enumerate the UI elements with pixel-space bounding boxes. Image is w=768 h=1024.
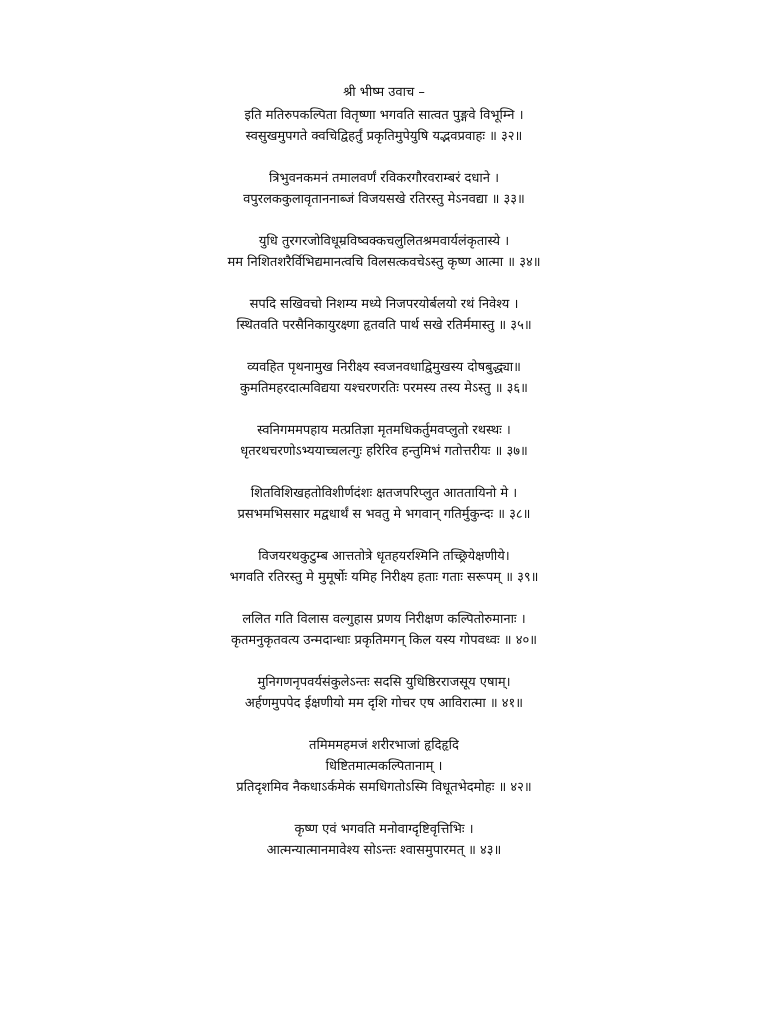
section-heading: श्री भीष्म उवाच – [343, 85, 425, 100]
verse-line: स्वनिगममपहाय मत्प्रतिज्ञा मृतमधिकर्तुमवप्लुतो रथस्थः । [257, 423, 511, 438]
verse-line: इति मतिरुपकल्पिता वितृष्णा भगवति सात्वत पुङ्गवे विभूम्नि । [244, 108, 524, 123]
verse-line: धिष्टितमात्मकल्पितानाम् । [325, 759, 443, 774]
verse-line: वपुरलककुलावृताननाब्जं विजयसखे रतिरस्तु मेऽनवद्या ॥ ३३॥ [243, 192, 525, 207]
verse-line: स्थितवति परसैनिकायुरक्ष्णा हृतवति पार्थ सखे रतिर्ममास्तु ॥ ३५॥ [236, 318, 532, 333]
verse-37 [0, 420, 768, 462]
verse-line: कृतमनुकृतवत्य उन्मदान्धाः प्रकृतिमगन् किल यस्य गोपवध्वः ॥ ४०॥ [230, 633, 538, 648]
verse-43 [0, 819, 768, 861]
verse-line: युधि तुरगरजोविधूम्रविष्वक्कचलुलितश्रमवार्यलंकृतास्ये । [258, 234, 510, 249]
verse-line: अर्हणमुपपेद ईक्षणीयो मम दृशि गोचर एष आविरात्मा ॥ ४१॥ [244, 696, 524, 711]
verse-36 [0, 357, 768, 399]
verse-line: प्रतिदृशमिव नैकधाऽर्कमेकं समधिगतोऽस्मि विधूतभेदमोहः ॥ ४२॥ [236, 780, 532, 795]
verse-42 [0, 735, 768, 798]
verse-line: धृतरथचरणोऽभ्ययाच्चलत्गुः हरिरिव हन्तुमिभं गतोत्तरीयः ॥ ३७॥ [240, 444, 528, 459]
verse-line: तमिममहमजं शरीरभाजां हृदिहृदि [309, 738, 459, 753]
verse-line: सपदि सखिवचो निशम्य मध्ये निजपरयोर्बलयो रथं निवेश्य । [249, 297, 519, 312]
verse-line: विजयरथकुटुम्ब आत्ततोत्रे धृतहयरश्मिनि तच्छ्रियेक्षणीये। [258, 549, 510, 564]
verse-41 [0, 672, 768, 714]
verse-33 [0, 168, 768, 210]
verse-line: त्रिभुवनकमनं तमालवर्णं रविकरगौरवराम्बरं दधाने । [268, 171, 500, 186]
verse-line: भगवति रतिरस्तु मे मुमूर्षोः यमिह निरीक्ष्य हताः गताः सरूपम् ॥ ३९॥ [229, 570, 539, 585]
verse-line: आत्मन्यात्मानमावेश्य सोऽन्तः श्वासमुपारमत् ॥ ४३॥ [266, 843, 502, 858]
verse-35 [0, 294, 768, 336]
verse-line: कुमतिमहरदात्मविद्यया यश्चरणरतिः परमस्य तस्य मेऽस्तु ॥ ३६॥ [240, 381, 528, 396]
verse-line: ललित गति विलास वल्गुहास प्रणय निरीक्षण कल्पितोरुमानाः । [242, 612, 526, 627]
verse-line: शितविशिखहतोविशीर्णदंशः क्षतजपरिप्लुत आततायिनो मे । [250, 486, 518, 501]
verse-line: कृष्ण एवं भगवति मनोवाग्दृष्टिवृत्तिभिः । [294, 822, 474, 837]
verse-line: प्रसभमभिससार मद्वधार्थं स भवतु मे भगवान् गतिर्मुकुन्दः ॥ ३८॥ [237, 507, 531, 522]
verse-34 [0, 231, 768, 273]
verse-line: मुनिगणनृपवर्यसंकुलेऽन्तः सदसि युधिष्ठिरराजसूय एषाम्। [257, 675, 511, 690]
verse-line: स्वसुखमुपगते क्वचिद्विहर्तुं प्रकृतिमुपेयुषि यद्भवप्रवाहः ॥ ३२॥ [245, 129, 523, 144]
verse-line: व्यवहित पृथनामुख निरीक्ष्य स्वजनवधाद्विमुखस्य दोषबुद्ध्या॥ [247, 360, 521, 375]
verse-38 [0, 483, 768, 525]
verse-39 [0, 546, 768, 588]
verse-32 [0, 105, 768, 147]
verse-40 [0, 609, 768, 651]
verse-line: मम निशितशरैर्विभिद्यमानत्वचि विलसत्कवचेऽस्तु कृष्ण आत्मा ॥ ३४॥ [227, 255, 541, 270]
document-page [0, 82, 768, 882]
